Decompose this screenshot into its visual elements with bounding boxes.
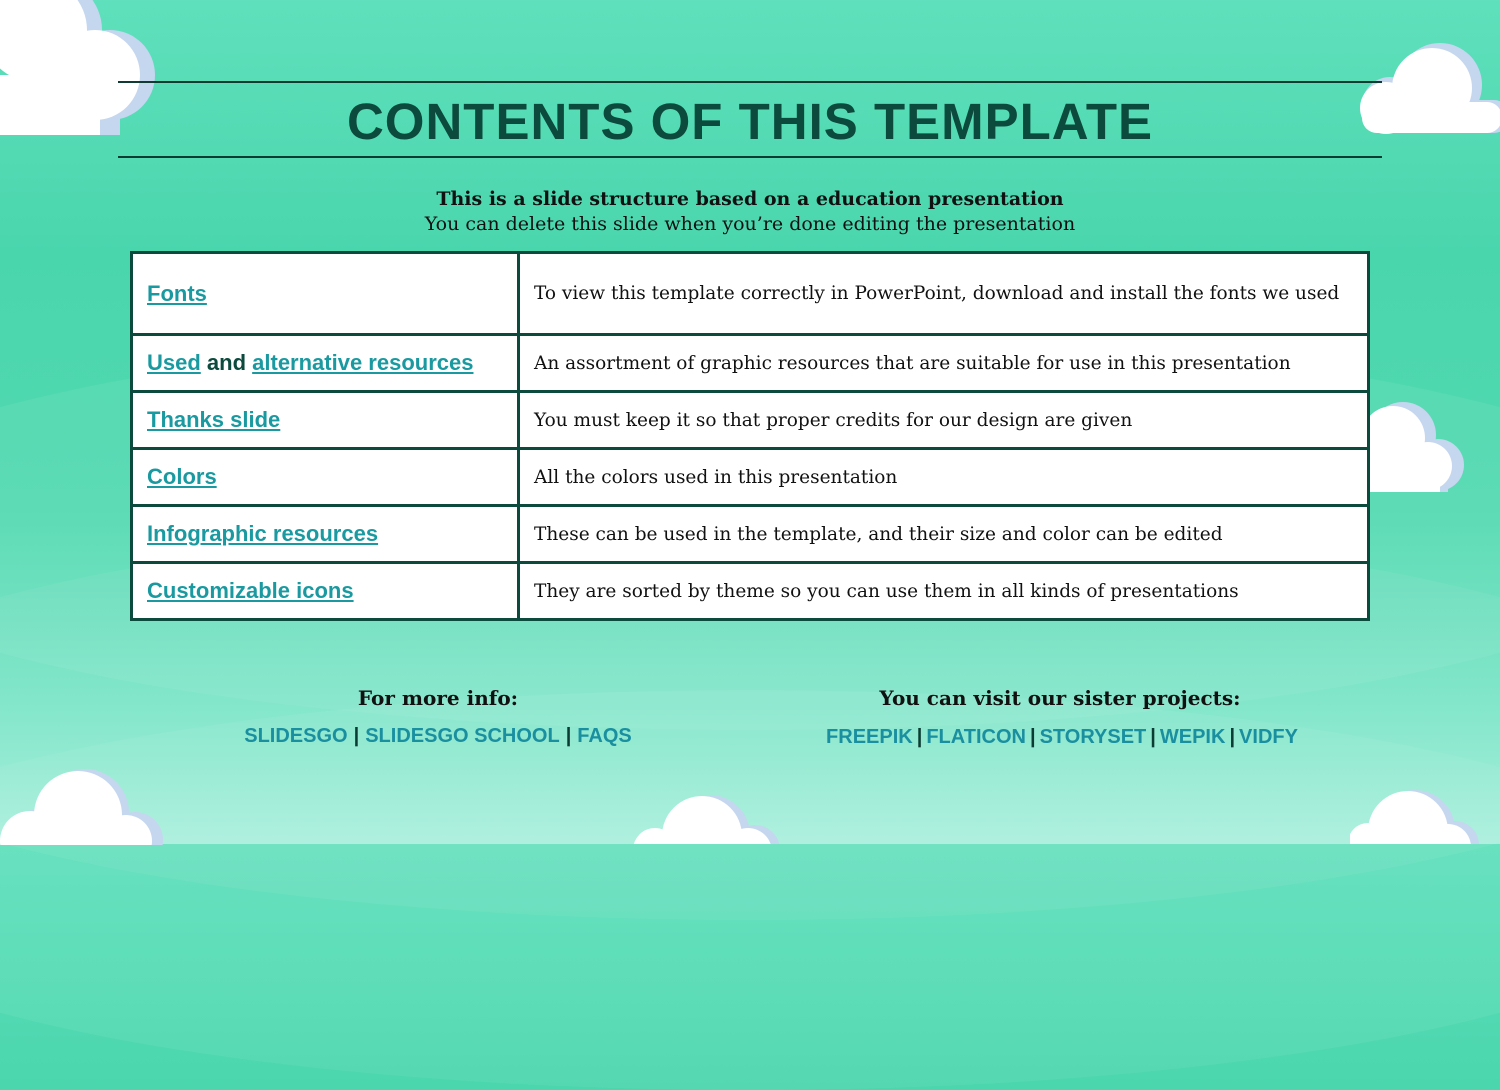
slidesgo-link[interactable]: SLIDESGO — [244, 725, 348, 747]
footer-info-links — [188, 725, 688, 748]
used-resources-link[interactable]: Used — [147, 350, 201, 375]
title-bottom-rule — [118, 156, 1382, 158]
table-cell-topic — [132, 449, 519, 506]
separator: | — [353, 725, 360, 747]
table-row — [132, 563, 1369, 620]
slidesgo-school-link[interactable]: SLIDESGO SCHOOL — [365, 725, 560, 747]
freepik-link[interactable]: FREEPIK — [826, 726, 913, 748]
cloud-icon — [0, 765, 170, 845]
table-cell-topic — [132, 335, 519, 392]
faqs-link[interactable]: FAQS — [577, 725, 632, 747]
customizable-icons-link[interactable]: Customizable icons — [147, 578, 354, 603]
fonts-link[interactable]: Fonts — [147, 280, 207, 306]
cloud-icon — [1368, 400, 1468, 495]
colors-link[interactable]: Colors — [147, 464, 217, 489]
vidfy-link[interactable]: VIDFY — [1239, 726, 1298, 748]
subtitle-line-2: You can delete this slide when you’re done editing the presentation — [424, 213, 1076, 235]
table-cell-topic — [132, 253, 519, 335]
cloud-icon — [1350, 785, 1500, 844]
separator: | — [1029, 726, 1036, 748]
table-cell-description: All the colors used in this presentation — [519, 449, 1369, 506]
footer-sister-links — [762, 726, 1362, 749]
infographic-resources-link[interactable]: Infographic resources — [147, 521, 379, 546]
subtitle — [0, 187, 1500, 237]
subtitle-line-1: This is a slide structure based on a education presentation — [436, 188, 1064, 210]
table-cell-description: They are sorted by theme so you can use them in all kinds of presentations — [519, 563, 1369, 620]
cloud-icon — [630, 790, 790, 844]
contents-table — [130, 251, 1370, 621]
separator: | — [916, 726, 923, 748]
background-wave — [0, 690, 1500, 1090]
table-cell-topic — [132, 506, 519, 563]
separator: | — [565, 725, 572, 747]
title-top-rule — [118, 81, 1382, 83]
storyset-link[interactable]: STORYSET — [1039, 726, 1147, 748]
table-cell-description: An assortment of graphic resources that are suitable for use in this presentation — [519, 335, 1369, 392]
table-cell-description: To view this template correctly in PowerPoint, download and install the fonts we used — [519, 253, 1369, 335]
table-row — [132, 335, 1369, 392]
table-cell-topic — [132, 563, 519, 620]
joiner-text: and — [200, 350, 253, 375]
page-title: CONTENTS OF THIS TEMPLATE — [346, 93, 1154, 150]
wepik-link[interactable]: WEPIK — [1159, 726, 1226, 748]
table-cell-description: These can be used in the template, and their size and color can be edited — [519, 506, 1369, 563]
table-cell-topic — [132, 392, 519, 449]
footer-sister-heading: You can visit our sister projects: — [879, 686, 1241, 710]
thanks-slide-link[interactable]: Thanks slide — [147, 407, 281, 432]
alternative-resources-link[interactable]: alternative resources — [252, 350, 474, 375]
separator: | — [1150, 726, 1156, 748]
flaticon-link[interactable]: FLATICON — [926, 726, 1026, 748]
table-row — [132, 253, 1369, 335]
table-row — [132, 506, 1369, 563]
footer-info-heading: For more info: — [357, 686, 519, 710]
table-row — [132, 449, 1369, 506]
table-cell-description: You must keep it so that proper credits for our design are given — [519, 392, 1369, 449]
table-row — [132, 392, 1369, 449]
separator: | — [1229, 726, 1236, 748]
